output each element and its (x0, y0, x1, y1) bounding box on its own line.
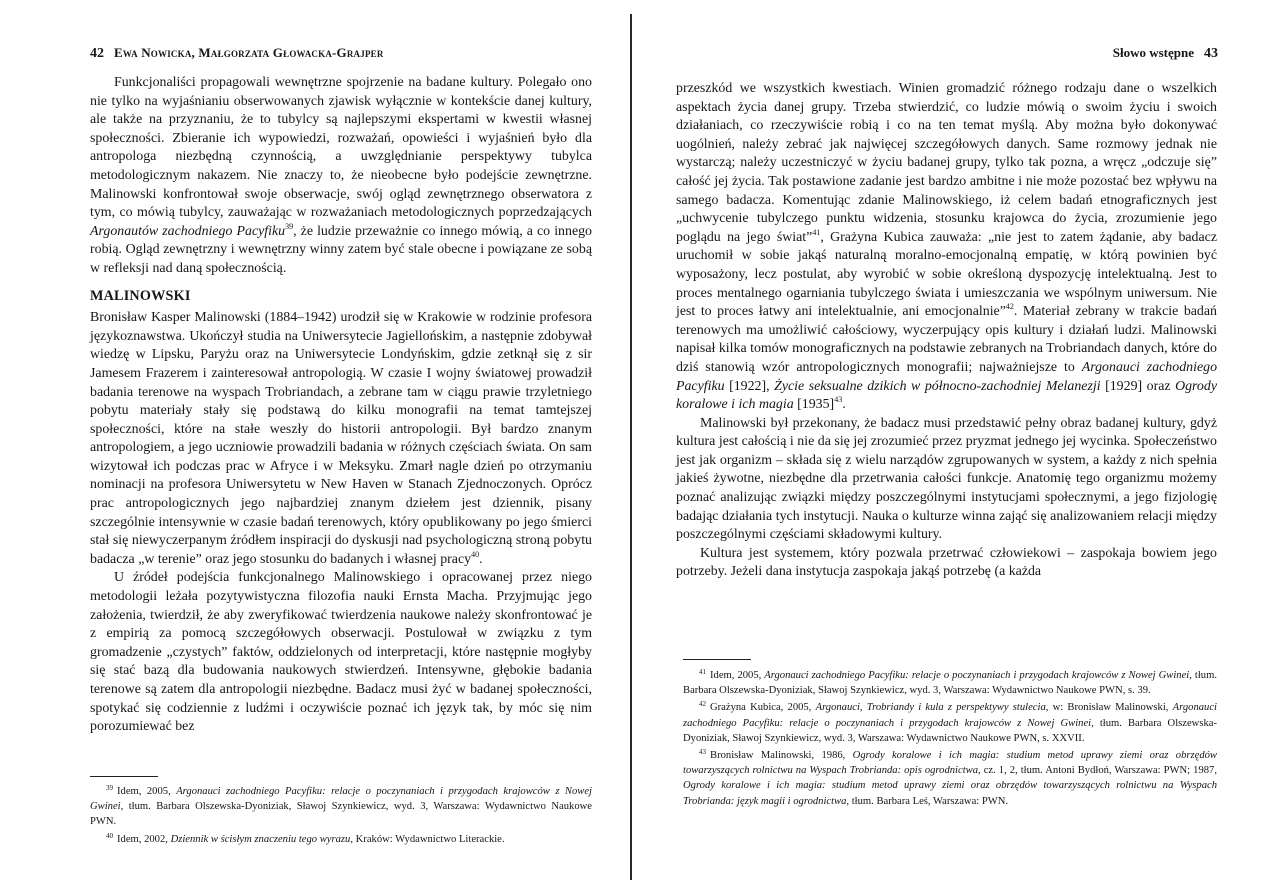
running-header-left (90, 45, 384, 62)
right-body-text (676, 80, 1217, 582)
footnote-ref[interactable]: 41 (812, 227, 821, 237)
section-heading: MALINOWSKI (90, 287, 191, 304)
footnote: $^{41}$ Idem, 2005, Argonauci zachodniego Pacyfiku: relacje o poczynaniach i przygodach krajowców z Nowej Gwinei, tłum. Barbara Olszewska-Dyoniziak, Sławoj Szynkiewicz, wyd. 3, Warszawa: Wydawnictwo Naukowe PWN, s. 39. (683, 668, 1217, 697)
footnote-divider (90, 776, 158, 777)
page-number: 43 (1204, 46, 1218, 61)
footnote: $^{40}$ Idem, 2002, Dziennik w ścisłym znaczeniu tego wyrazu, Kraków: Wydawnictwo Literackie. (106, 831, 505, 845)
footnotes-left (90, 784, 592, 849)
left-body-text (90, 74, 592, 737)
paragraph: U źródeł podejścia funkcjonalnego Malinowskiego i opracowanej przez niego metodologii leżała pozytywistyczna filozofia nauki Ernsta Macha. Przyjmując jego założenia, twierdził, że aby zweryfikować twierdzenia naukowe należy skonfrontować je z empirią za pomocą szczegółowych obserwacji. Postulował w związku z tym gromadzenie „czystych” faktów, oddzielonych od interpretacji, które następnie mogłyby się stać bazą dla budowania naukowych stwierdzeń. Intensywne, głębokie badania terenowe są zatem dla antropologii niezbędne. Badacz musi żyć w badanej społeczności, spotykać się codziennie z ludźmi i oczywiście poznać ich język tak, by móc się nim porozumiewać bez (90, 570, 592, 735)
paragraph: Funkcjonaliści propagowali wewnętrzne spojrzenie na badane kultury. Polegało ono nie tylko na wyjaśnianiu obserwowanych zjawisk wyłącznie w kontekście danej kultury, ale także na przyznaniu, że to tubylcy są najlepszymi ekspertami w kwestii własnej społeczności. Zbieranie ich wypowiedzi, rozważań, opowieści i wyjaśnień było dla antropologa niezbędną czynnością, a uwzględnianie perspektywy tubylca metodologicznym nakazem. Nie znaczy to, że nieobecne było podejście zewnętrzne. Malinowski konfrontował swoje obserwacje, swój ogląd zewnętrznego obserwatora z tym, co mówią tubylcy, zauważając w rozważaniach metodologicznych poprzedzających Argonautów zachodniego Pacyfiku$^{39}$, że ludzie przeważnie co innego mówią, a co innego robią. Ogląd zewnętrzny i wewnętrzny winny zatem być stale obecne i powiązane ze sobą w refleksji nad daną społecznością. (90, 75, 593, 276)
footnote: $^{39}$ Idem, 2005, Argonauci zachodniego Pacyfiku: relacje o poczynaniach i przygodach krajowców z Nowej Gwinei, tłum. Barbara Olszewska-Dyoniziak, Sławoj Szynkiewicz, wyd. 3, Warszawa: Wydawnictwo Naukowe PWN. (90, 784, 592, 828)
footnote: $^{42}$ Grażyna Kubica, 2005, Argonauci, Trobriandy i kula z perspektywy stulecia, w: Bronisław Malinowski, Argonauci zachodniego Pacyfiku: relacje o poczynaniach i przygodach krajowców z Nowej Gwinei, tłum. Barbara Olszewska-Dyoniziak, Sławoj Szynkiewicz, wyd. 3, Warszawa: Wydawnictwo Naukowe PWN, s. XXVII. (683, 700, 1217, 744)
footnote: $^{43}$ Bronisław Malinowski, 1986, Ogrody koralowe i ich magia: studium metod uprawy ziemi oraz obrzędów towarzyszących rolnictwu na Wyspach Trobrianda: opis ogrodnictwa, cz. 1, 2, tłum. Antoni Bydłoń, Warszawa: PWN; 1987, Ogrody koralowe i ich magia: studium metod uprawy ziemi oraz obrzędów towarzyszących rolnictwu na Wyspach Trobrianda: język magii i ogrodnictwa, tłum. Barbara Leś, Warszawa: PWN. (683, 748, 1217, 807)
footnote-divider (683, 659, 751, 660)
paragraph: Bronisław Kasper Malinowski (1884–1942) urodził się w Krakowie w rodzinie profesora językoznawstwa. Ukończył studia na Uniwersytecie Jagiellońskim, a następnie zdobywał wiedzę w Lipsku, Paryżu oraz na Uniwersytecie Londyńskim, gdzie zetknął się z sir Jamesem Frazerem i zainteresował antropologią. W czasie I wojny światowej prowadził badania terenowe na wyspach Trobriandach, a zebrane tam w ciągu prawie trzyletniego pobytu materiały stały się podstawą do kilku monografii na temat tamtejszej społeczności, które na stałe weszły do historii antropologii. Był bardzo znanym antropologiem, a jego uczniowie prowadzili badania w różnych częściach świata. On sam wizytował ich podczas prac w Afryce i w Meksyku. Zmarł nagle dzień po otrzymaniu nominacji na profesora Uniwersytetu w New Haven w Stanach Zjednoczonych. Oprócz prac antropologicznych jego najbardziej znanym dziełem jest dziennik, pisany szczególnie intensywnie w czasie badań terenowych, który opublikowany po jego śmierci stał się niewyczerpanym źródłem inspiracji do dyskusji nad psychologiczną stroną pobytu badacza „w terenie” oraz jego stosunku do badanych i własnej pracy$^{40}$. (90, 310, 592, 567)
footnote-ref[interactable]: 43 (834, 395, 843, 405)
footnote-ref[interactable]: 42 (1005, 302, 1014, 312)
running-header-right (1113, 45, 1218, 62)
paragraph: Kultura jest systemem, który pozwala przetrwać człowiekowi – zaspokaja bowiem jego potrzeby. Jeżeli dana instytucja zaspokaja jakąś potrzebę (a każda (676, 545, 1217, 580)
paragraph: Malinowski był przekonany, że badacz musi przedstawić pełny obraz badanej kultury, gdyż kultura jest całością i nie da się jej zrozumieć przez pryzmat jednego jej wycinka. Społeczeństwo jest jak organizm – składa się z wielu narządów zgrupowanych w system, a każdy z nich spełnia jakieś żywotne, niezbędne dla przetrwania całości funkcje. Anatomię tego organizmu możemy poznać analizując związki między poszczególnymi instytucjami społecznymi, a jego fizjologię badając działania tych instytucji. Nauka o kulturze winna zająć się analizowaniem relacji między poszczególnymi częściami składowymi kultury. (676, 415, 1217, 543)
running-head-authors: Ewa Nowicka, Małgorzata Głowacka-Grajper (114, 45, 384, 60)
running-head-title: Słowo wstępne (1112, 45, 1194, 60)
paragraph: przeszkód we wszystkich kwestiach. Winien gromadzić różnego rodzaju dane o wszelkich aspektach życia danej grupy. Trzeba stwierdzić, co ludzie mówią o swoim życiu i swoich działaniach, co rzeczywiście robią i co na ten temat myślą. Aby można było dokonywać uogólnień, należy zebrać jak najwięcej szczegółowych danych. Same rozmowy jednak nie wystarczą; należy uczestniczyć w życiu badanej grupy, tylko tak pozna, a wręcz „odczuje się” całość jej życia. Tak postawione zadanie jest bardzo ambitne i nie może pozostać bez wpływu na samego badacza. Komentując zdanie Malinowskiego, iż celem badań etnograficznych jest „uchwycenie tubylczego punktu widzenia, stosunku krajowca do życia, zrozumienie jego poglądu na jego świat”$^{41}$, Grażyna Kubica zauważa: „nie jest to zatem żądanie, aby badacz uruchomił w sobie jakąś naturalną moralno-emocjonalną empatię, w którą powinien być wyposażony, lecz postulat, aby wyrobić w sobie określoną dyspozycję intelektualną. Jest to proces mentalnego ogarniania tubylczego świata i umieszczania we wspólnym uniwersum. Nie jest to proces łatwy ani intelektualnie, ani emocjonalnie”$^{42}$. Materiał zebrany w trakcie badań terenowych ma umożliwić całościowy, wyczerpujący opis kultury i działań ludzi. Malinowski napisał kilka tomów monograficznych na podstawie zebranych na Trobriandach danych, które do dziś stanowią wzór antropologicznych monografii; najważniejsze to Argonauci zachodniego Pacyfiku [1922], Życie seksualne dzikich w północno-zachodniej Melanezji [1929] oraz Ogrody koralowe i ich magia $[1935]^{43}$. (676, 81, 1218, 413)
footnote-ref[interactable]: 39 (285, 221, 294, 231)
footnotes-right (683, 668, 1217, 811)
right-page (631, 0, 1262, 894)
page-number: 42 (90, 46, 104, 61)
footnote-ref[interactable]: 40 (471, 549, 480, 559)
